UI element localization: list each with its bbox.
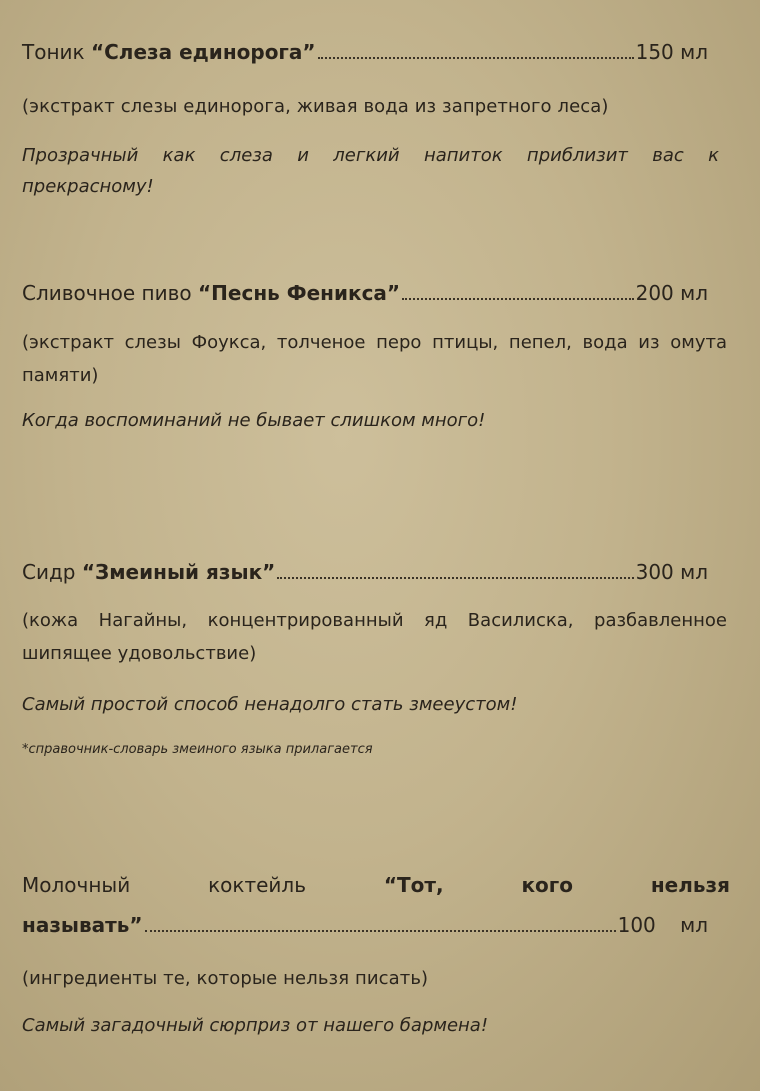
menu-item-title-cont (22, 913, 708, 937)
drink-kind: Тоник (22, 40, 85, 64)
menu-item-title (22, 560, 708, 584)
drink-name: “Змеиный язык” (81, 560, 276, 584)
drink-kind: Сидр (22, 560, 76, 584)
drink-name-word: кого (521, 873, 573, 897)
dot-leader (402, 298, 634, 300)
drink-kind: Сливочное пиво (22, 281, 192, 305)
menu-item-title (22, 281, 708, 305)
drink-tagline: Самый простой способ ненадолго стать змееустом! (22, 694, 518, 715)
drink-tagline: Когда воспоминаний не бывает слишком много! (22, 410, 486, 431)
drink-tagline: Прозрачный как слеза и легкий напиток приблизит вас к прекрасному! (22, 145, 719, 197)
drink-name-word: нельзя (650, 873, 730, 897)
drink-ingredients: (экстракт слезы единорога, живая вода из запретного леса) (22, 96, 609, 117)
drink-ingredients: (экстракт слезы Фоукса, толченое перо птицы, пепел, вода из омута памяти) (22, 332, 727, 386)
menu-item-title (22, 873, 730, 897)
dot-leader (277, 577, 633, 579)
drink-ingredients: (кожа Нагайны, концентрированный яд Василиска, разбавленное шипящее удовольствие) (22, 610, 727, 664)
menu-item-title (22, 40, 708, 64)
drink-note: *справочник-словарь змеиного языка прилагается (22, 742, 373, 757)
dot-leader (318, 57, 634, 59)
drink-name-word: называть” (22, 913, 143, 937)
drink-volume: 100 мл (617, 913, 708, 937)
drink-name: “Слеза единорога” (90, 40, 316, 64)
drink-volume: 300 мл (635, 560, 708, 584)
dot-leader (145, 930, 616, 932)
drink-ingredients: (ингредиенты те, которые нельзя писать) (22, 968, 429, 989)
drink-kind-word: Молочный (22, 873, 131, 897)
drink-name-word: “Тот, (383, 873, 444, 897)
drink-kind-word: коктейль (208, 873, 306, 897)
drink-volume: 200 мл (635, 281, 708, 305)
drink-volume: 150 мл (635, 40, 708, 64)
drink-name: “Песнь Феникса” (198, 281, 401, 305)
drink-tagline: Самый загадочный сюрприз от нашего бармена! (22, 1015, 489, 1036)
